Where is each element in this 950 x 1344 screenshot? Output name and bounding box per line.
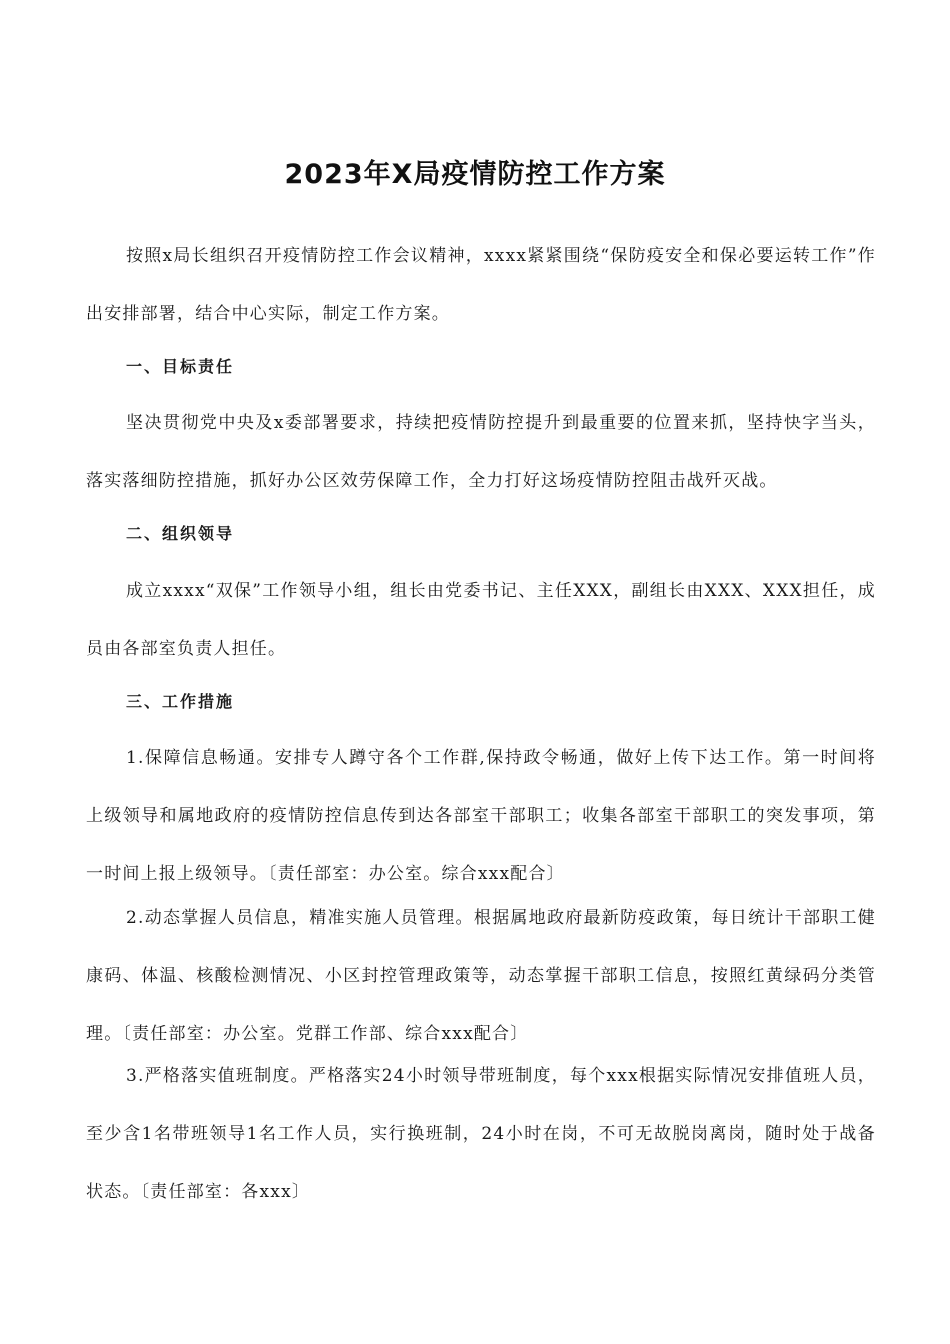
section-heading-measures: 三、工作措施 xyxy=(126,692,235,711)
measure-item-3: 3.严格落实值班制度。严格落实24小时领导带班制度，每个xxx根据实际情况安排值班人员，至少含1名带班领导1名工作人员，实行换班制，24小时在岗，不可无故脱岗离岗，随时处于战备状态。〔责任部室：各xxx〕 xyxy=(86,1066,876,1202)
measure-item-1: 1.保障信息畅通。安排专人蹲守各个工作群,保持政令畅通，做好上传下达工作。第一时间将上级领导和属地政府的疫情防控信息传到达各部室干部职工；收集各部室干部职工的突发事项，第一时间上报上级领导。〔责任部室：办公室。综合xxx配合〕 xyxy=(86,748,876,884)
intro-paragraph: 按照x局长组织召开疫情防控工作会议精神，xxxx紧紧围绕“保防疫安全和保必要运转工作”作出安排部署，结合中心实际，制定工作方案。 xyxy=(86,246,876,324)
document-title: 2023年X局疫情防控工作方案 xyxy=(284,159,666,190)
section-leadership-paragraph: 成立xxxx“双保”工作领导小组，组长由党委书记、主任XXX，副组长由XXX、XXX担任，成员由各部室负责人担任。 xyxy=(86,581,876,659)
measure-item-2: 2.动态掌握人员信息，精准实施人员管理。根据属地政府最新防疫政策，每日统计干部职工健康码、体温、核酸检测情况、小区封控管理政策等，动态掌握干部职工信息，按照红黄绿码分类管理。〔责任部室：办公室。党群工作部、综合xxx配合〕 xyxy=(86,908,876,1044)
section-heading-leadership: 二、组织领导 xyxy=(126,524,235,543)
section-heading-goals: 一、目标责任 xyxy=(126,357,235,376)
section-goals-paragraph: 坚决贯彻党中央及x委部署要求，持续把疫情防控提升到最重要的位置来抓，坚持快字当头，落实落细防控措施，抓好办公区效劳保障工作，全力打好这场疫情防控阻击战歼灭战。 xyxy=(86,413,876,491)
